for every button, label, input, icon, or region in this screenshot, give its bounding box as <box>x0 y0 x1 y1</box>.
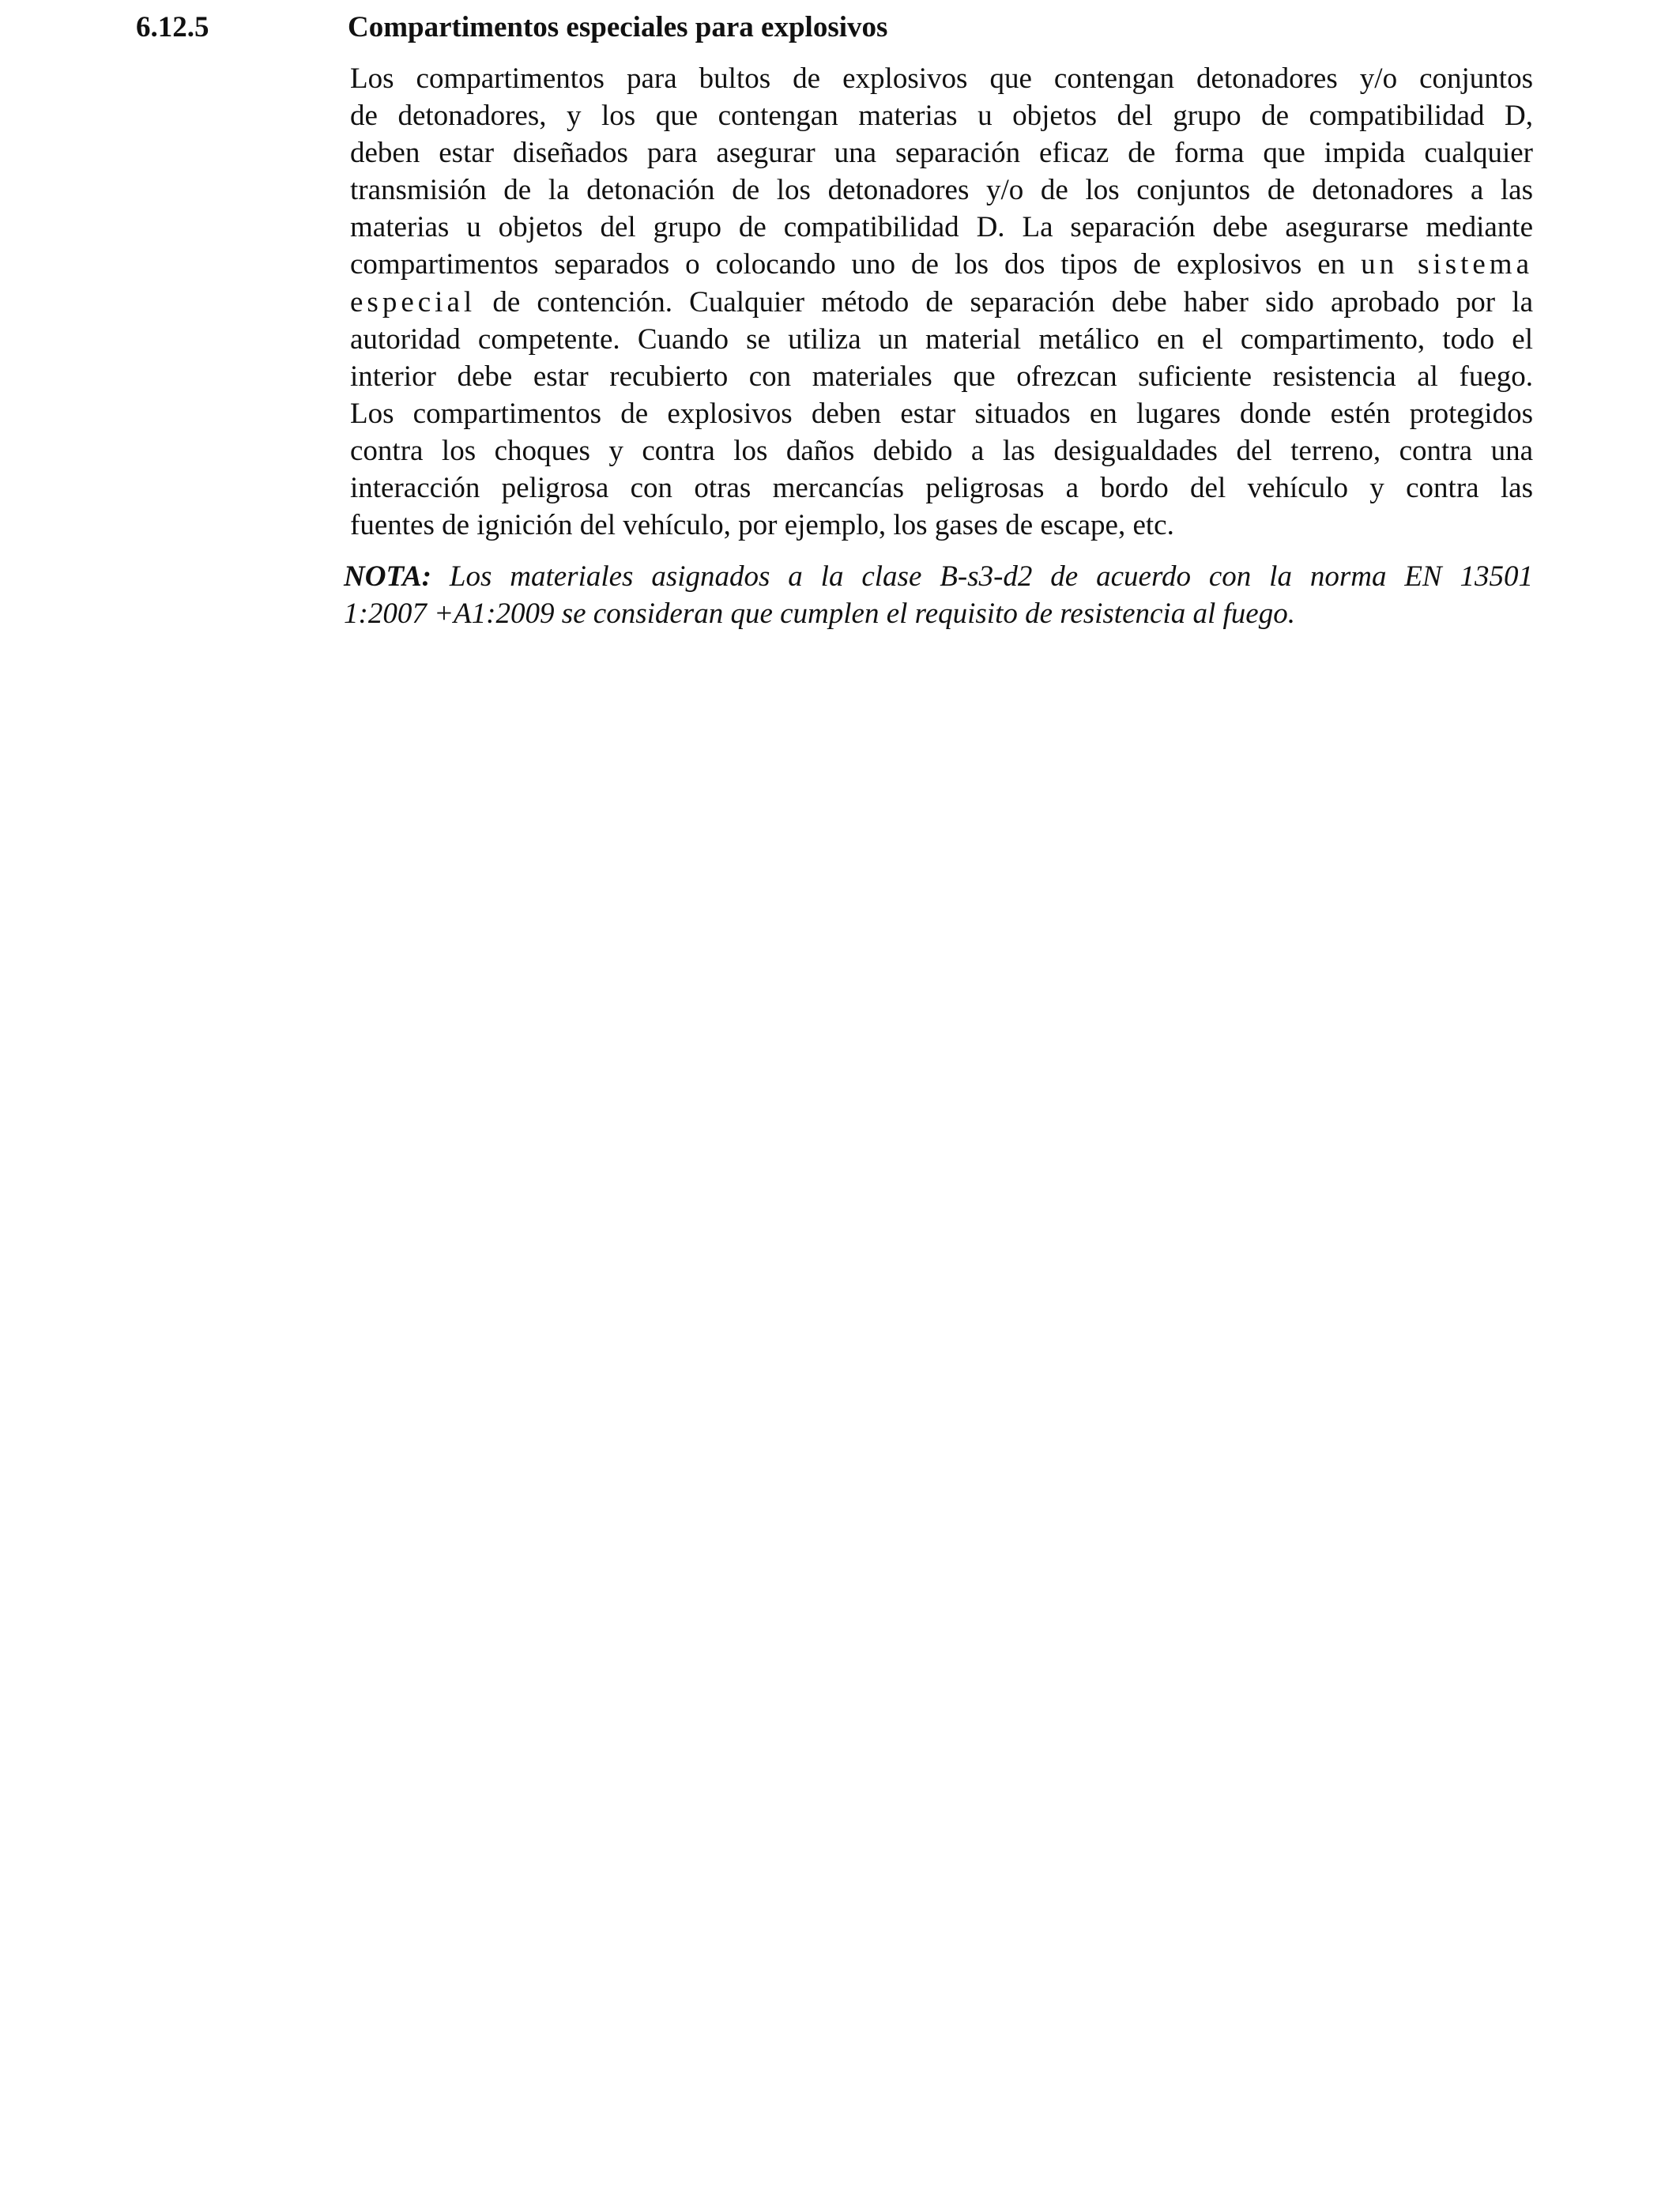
body-line: interior debe estar recubierto con materiales que ofrezcan suficiente resistencia al fuego. <box>350 360 1533 393</box>
section-number: 6.12.5 <box>136 11 209 43</box>
body-line: transmisión de la detonación de los detonadores y/o de los conjuntos de detonadores a las <box>350 174 1533 207</box>
body-line: deben estar diseñados para asegurar una separación eficaz de forma que impida cualquier <box>350 137 1533 170</box>
spaced-word: un sistema <box>1361 248 1534 281</box>
body-line: de detonadores, y los que contengan materias u objetos del grupo de compatibilidad D, <box>350 100 1533 133</box>
note <box>344 558 1533 632</box>
body-line: Los compartimentos para bultos de explosivos que contengan detonadores y/o conjuntos <box>350 62 1533 95</box>
note-line <box>344 558 1533 595</box>
body-line-text: compartimentos separados o colocando uno de los dos tipos de explosivos en <box>350 248 1346 281</box>
body-line: fuentes de ignición del vehículo, por ejemplo, los gases de escape, etc. <box>350 509 1174 542</box>
body-line: interacción peligrosa con otras mercancías peligrosas a bordo del vehículo y contra las <box>350 472 1533 505</box>
body-line-text: de contención. Cualquier método de separación debe haber sido aprobado por la <box>492 285 1533 319</box>
body-line: contra los choques y contra los daños debido a las desigualdades del terreno, contra una <box>350 434 1533 467</box>
spaced-word: especial <box>350 285 477 319</box>
section-title: Compartimentos especiales para explosivos <box>348 11 888 43</box>
note-label: NOTA: <box>344 560 431 593</box>
note-line: 1:2007 +A1:2009 se consideran que cumplen el requisito de resistencia al fuego. <box>344 598 1295 630</box>
body-line <box>350 284 1533 321</box>
body-line: autoridad competente. Cuando se utiliza un material metálico en el compartimento, todo el <box>350 322 1533 356</box>
body-line <box>350 246 1533 283</box>
body-line: materias u objetos del grupo de compatibilidad D. La separación debe asegurarse mediante <box>350 211 1533 244</box>
body-line: Los compartimentos de explosivos deben estar situados en lugares donde estén protegidos <box>350 397 1533 430</box>
section-body <box>350 60 1533 544</box>
note-text: Los materiales asignados a la clase B-s3-d2 de acuerdo con la norma EN 13501 <box>449 560 1533 593</box>
